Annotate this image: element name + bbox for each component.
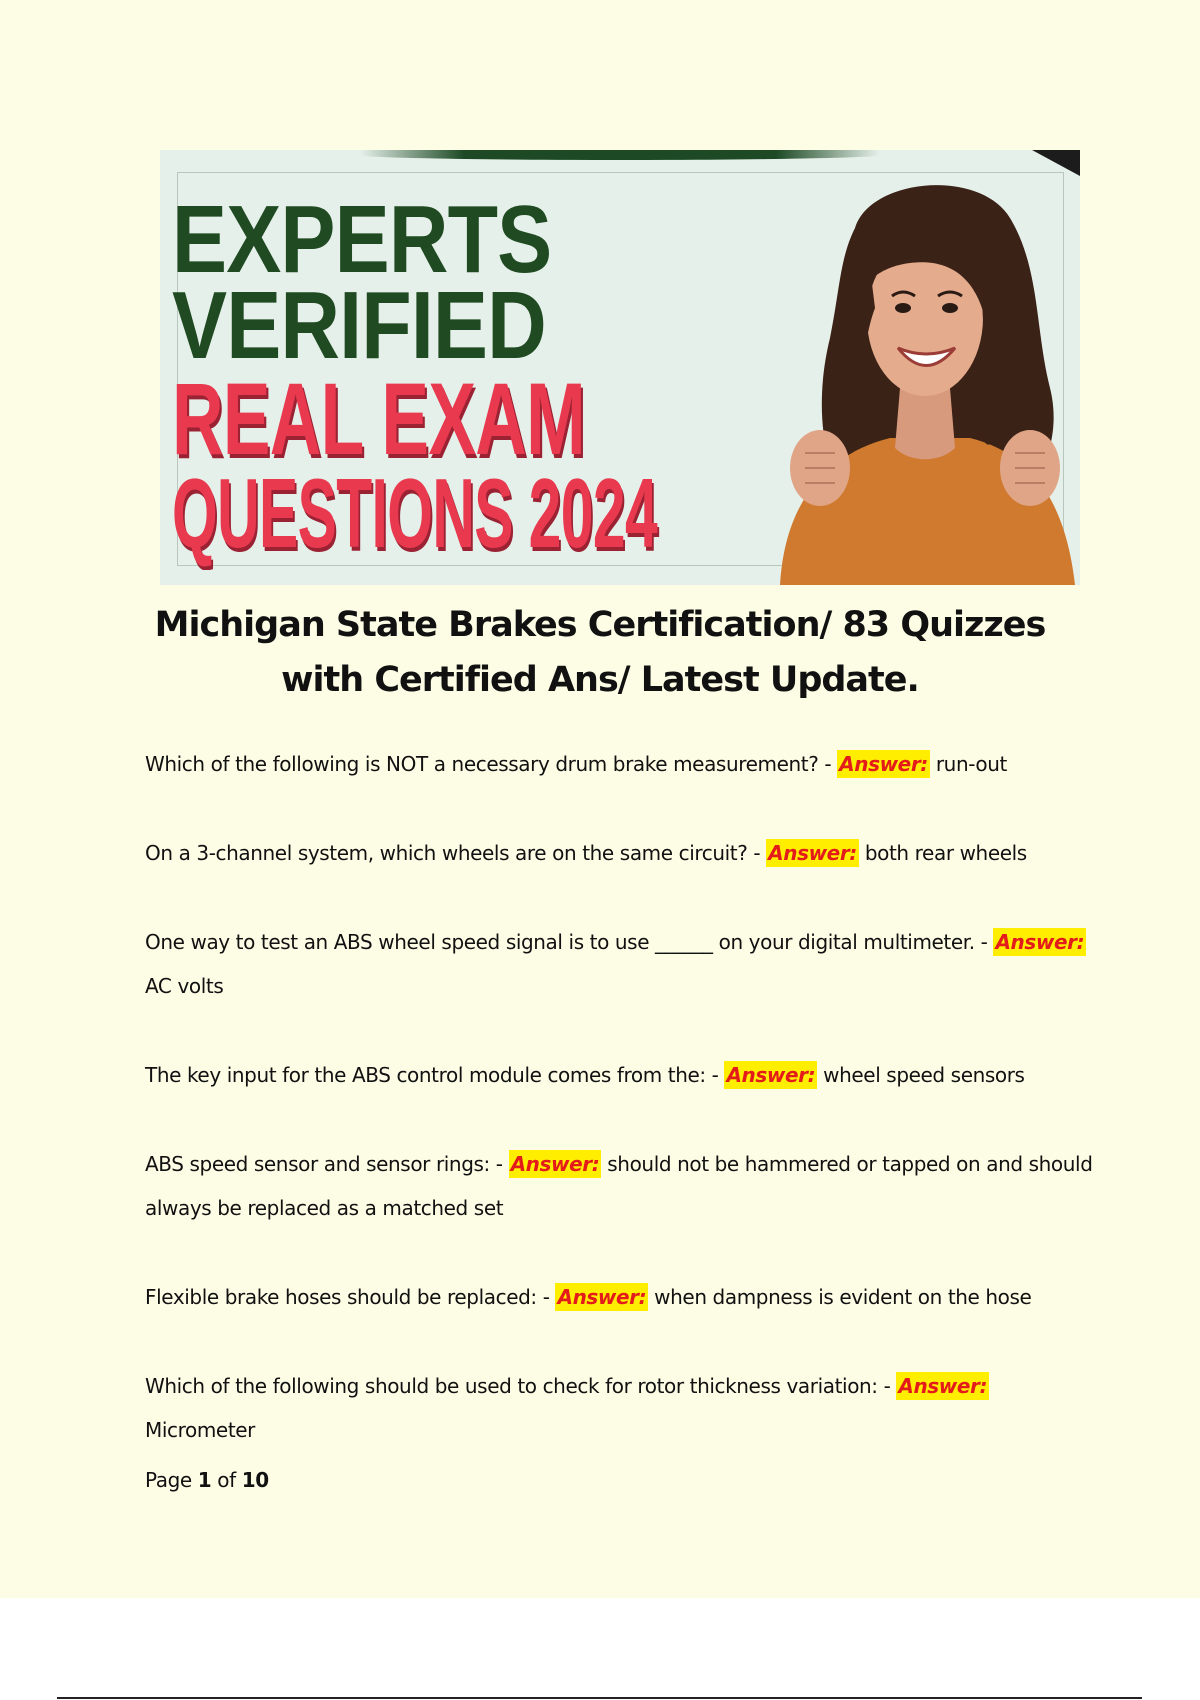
total-pages: 10 (241, 1468, 269, 1492)
answer-label: Answer: (768, 841, 857, 865)
qa-answer: Micrometer (145, 1418, 255, 1442)
qa-question: Which of the following is NOT a necessary drum brake measurement? - (145, 752, 838, 776)
qa-item (145, 742, 1095, 786)
banner-line-experts: EXPERTS (172, 186, 552, 293)
qa-answer: wheel speed sensors (817, 1063, 1025, 1087)
qa-question: On a 3-channel system, which wheels are on the same circuit? - (145, 841, 767, 865)
promo-banner (160, 150, 1080, 585)
qa-item (145, 1275, 1095, 1319)
document-title (100, 598, 1100, 708)
document-title-line-2: with Certified Ans/ Latest Update. (281, 660, 919, 700)
qa-answer: should not be hammered or tapped on and should always be replaced as a matched set (145, 1152, 1093, 1220)
qa-item (145, 831, 1095, 875)
qa-answer: AC volts (145, 974, 224, 998)
answer-label: Answer: (898, 1374, 988, 1398)
banner-line-questions: QUESTIONS 2024 (172, 458, 658, 568)
page-number (145, 1468, 269, 1492)
of-word: of (211, 1468, 242, 1492)
qa-question: Which of the following should be used to check for rotor thickness variation: - (145, 1374, 897, 1398)
qa-question: The key input for the ABS control module comes from the: - (145, 1063, 725, 1087)
answer-label: Answer: (995, 930, 1085, 954)
banner-line-real-exam: REAL EXAM (172, 362, 585, 476)
qa-item (145, 1364, 1095, 1452)
qa-question: ABS speed sensor and sensor rings: - (145, 1152, 509, 1176)
smiling-woman-photo (760, 168, 1080, 585)
answer-label: Answer: (839, 752, 928, 776)
qa-item (145, 1053, 1095, 1097)
bottom-divider (57, 1697, 1142, 1699)
answer-label: Answer: (510, 1152, 600, 1176)
answer-label: Answer: (726, 1063, 816, 1087)
answer-label: Answer: (557, 1285, 647, 1309)
page-word: Page (145, 1468, 198, 1492)
banner-top-line (360, 150, 880, 160)
qa-question: One way to test an ABS wheel speed signal is to use ______ on your digital multimeter. - (145, 930, 994, 954)
qa-answer: when dampness is evident on the hose (648, 1285, 1032, 1309)
qa-item (145, 1142, 1095, 1230)
document-title-line-1: Michigan State Brakes Certification/ 83 Quizzes (154, 605, 1046, 645)
qa-answer: both rear wheels (858, 841, 1027, 865)
banner-line-verified: VERIFIED (172, 272, 546, 379)
qa-answer: run-out (929, 752, 1007, 776)
qa-question: Flexible brake hoses should be replaced: - (145, 1285, 556, 1309)
qa-item (145, 920, 1095, 1008)
current-page: 1 (197, 1468, 212, 1492)
